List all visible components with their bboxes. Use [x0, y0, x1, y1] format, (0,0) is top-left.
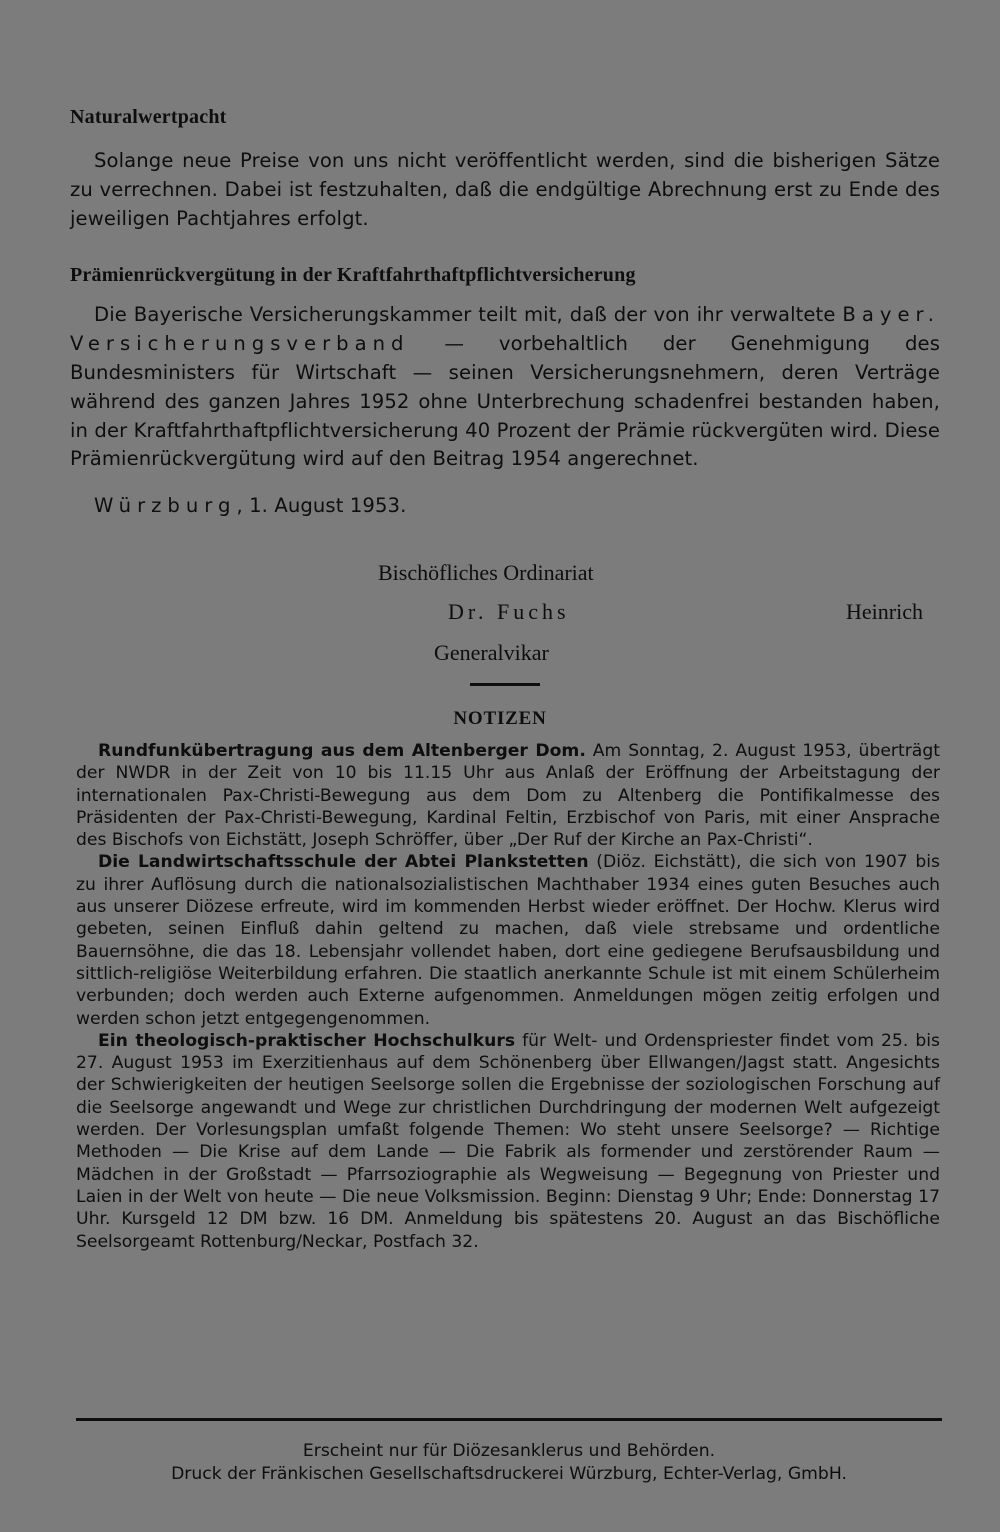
note-item-title: Ein theologisch-praktischer Hochschulkurs — [98, 1030, 516, 1051]
note-item-text: für Welt- und Ordenspriester findet vom 25. bis 27. August 1953 im Exerzitienhaus auf dem Schönenberg über Ellwangen/Jagst statt. Angesichts der Schwierigkeiten der heutigen Seelsorge sollen die Ergebnisse der soziologischen Forschung auf die Seelsorge angewandt und Wege zur christlichen Durchdringung der modernen Welt aufgezeigt werden. Der Vorlesungsplan umfaßt folgende Themen: Wo steht unsere Seelsorge? — Richtige Methoden — Die Krise auf dem Lande — Die Fabrik als formender und zerstörender Raum — Mädchen in der Großstadt — Pfarrsoziographie als Wegweisung — Begegnung von Priester und Laien in der Welt von heute — Die neue Volksmission. Beginn: Dienstag 9 Uhr; Ende: Donnerstag 17 Uhr. Kursgeld 12 DM bzw. 16 DM. Anmeldung bis spätestens 20. August an das Bischöfliche Seelsorgeamt Rottenburg/Neckar, Postfach 32. — [76, 1030, 940, 1252]
signature-date: , 1. August 1953. — [236, 494, 407, 518]
footer — [76, 1440, 942, 1486]
section-divider — [470, 683, 540, 686]
praemie-spaced-name: Bayer. Versicherungsverband — [70, 303, 940, 356]
upper-section — [70, 104, 940, 521]
notizen-list — [76, 740, 940, 1253]
praemie-text-part2: — vorbehaltlich der Genehmigung des Bundesministers für Wirtschaft — seinen Versicherungsnehmern, deren Verträge während des ganzen Jahres 1952 ohne Unterbrechung schadenfrei bestanden haben, in der Kraftfahrthaftpflichtversicherung 40 Prozent der Prämie rückvergüten wird. Diese Prämienrückvergütung wird auf den Beitrag 1954 angerechnet. — [70, 332, 940, 471]
footer-line-printer: Druck der Fränkischen Gesellschaftsdruckerei Würzburg, Echter-Verlag, GmbH. — [171, 1464, 847, 1484]
note-item-title: Rundfunkübertragung aus dem Altenberger Dom. — [98, 741, 586, 761]
note-item — [76, 1030, 940, 1253]
signature-office: Bischöfliches Ordinariat — [378, 560, 594, 585]
note-item-text: (Diöz. Eichstätt), die sich von 1907 bis zu ihrer Auflösung durch die nationalsozialistischen Machthaber 1934 eines guten Besuches auch aus unserer Diözese erfreute, wird im kommenden Herbst wieder eröffnet. Der Hochw. Klerus wird gebeten, seinen Einfluß dahin geltend zu machen, daß viele strebsame und ordentliche Bauernsöhne, die das 18. Lebensjahr vollendet haben, dort eine gediegene Berufsausbildung und sittlich-religiöse Weiterbildung erfahren. Die staatlich anerkannte Schule ist mit einem Schülerheim verbunden; doch werden auch Externe aufgenommen. Anmeldungen mögen zeitig erfolgen und werden schon jetzt entgegengenommen. — [76, 852, 941, 1029]
praemie-heading: Prämienrückvergütung in der Kraftfahrthaftpflichtversicherung — [70, 264, 636, 287]
signature-location: Würzburg — [94, 494, 237, 518]
signature-name-left: Dr. Fuchs — [448, 599, 570, 624]
signature-name-right: Heinrich — [846, 599, 923, 624]
praemie-text-part1: Die Bayerische Versicherungskammer teilt mit, daß der von ihr verwaltete — [94, 303, 843, 327]
note-item — [76, 740, 940, 851]
footer-divider — [76, 1418, 942, 1421]
signature-location-date — [70, 492, 940, 521]
naturalwertpacht-paragraph: Solange neue Preise von uns nicht veröffentlicht werden, sind die bisherigen Sätze zu verrechnen. Dabei ist festzuhalten, daß die endgültige Abrechnung erst zu Ende des jeweiligen Pachtjahres erfolgt. — [70, 149, 940, 230]
signature-title: Generalvikar — [434, 640, 549, 665]
notizen-heading: NOTIZEN — [453, 708, 547, 729]
praemie-paragraph — [70, 301, 940, 474]
note-item — [76, 851, 940, 1029]
note-item-title: Die Landwirtschaftsschule der Abtei Plankstetten — [98, 852, 589, 873]
footer-line-distribution: Erscheint nur für Diözesanklerus und Behörden. — [302, 1441, 716, 1461]
naturalwertpacht-heading: Naturalwertpacht — [70, 106, 227, 128]
note-item-text: Am Sonntag, 2. August 1953, überträgt der NWDR in der Zeit von 10 bis 11.15 Uhr aus Anlaß der Eröffnung der Arbeitstagung der internationalen Pax-Christi-Bewegung aus dem Dom zu Altenberg die Pontifikalmesse des Präsidenten der Pax-Christi-Bewegung, Kardinal Feltin, Erzbischof von Paris, mit einer Ansprache des Bischofs von Eichstätt, Joseph Schröffer, über „Der Ruf der Kirche an Pax-Christi“. — [76, 741, 940, 851]
